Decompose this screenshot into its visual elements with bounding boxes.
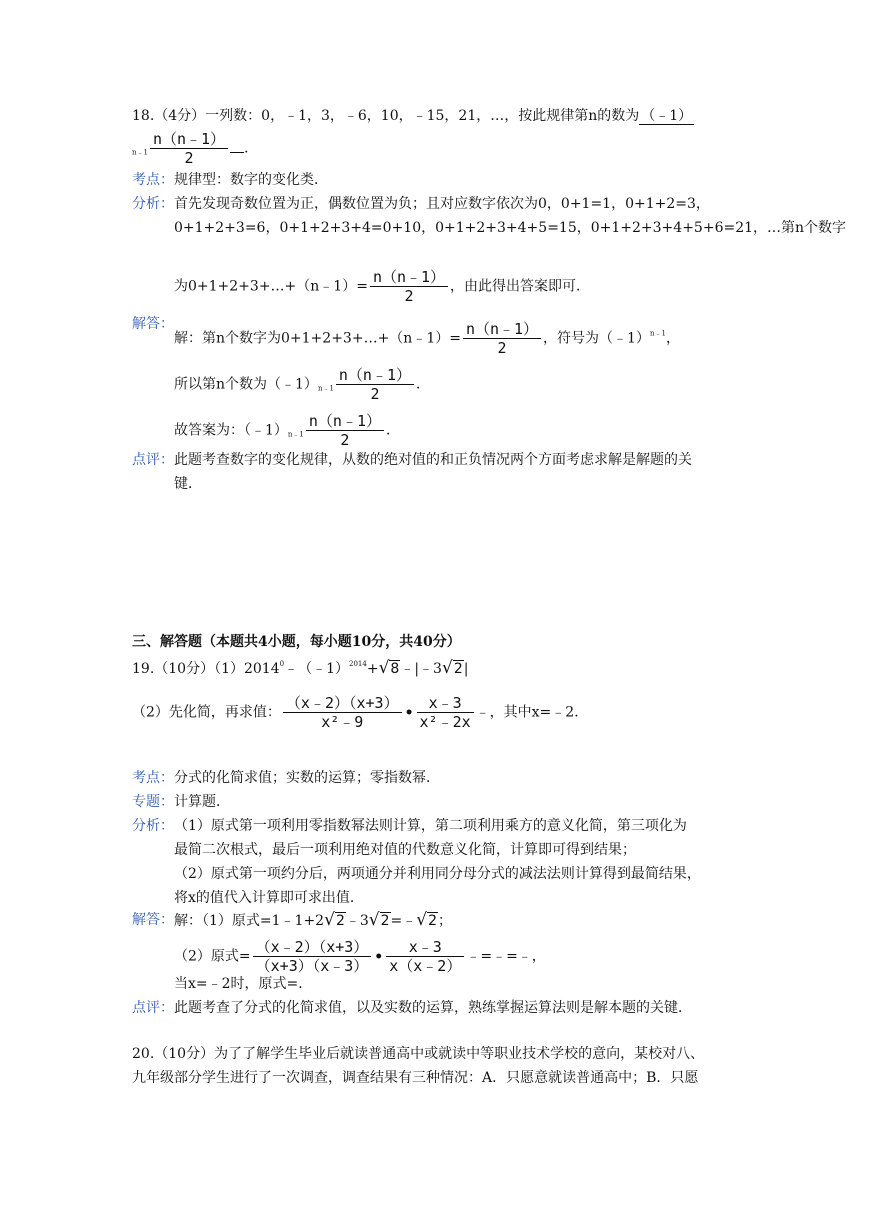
sqrt-2	[369, 910, 391, 931]
q19-jieda-1b: ﹣3	[345, 913, 369, 929]
fraction-numerator: n（n﹣1）	[370, 268, 448, 287]
q18-jieda-3	[174, 412, 400, 449]
sqrt-2	[416, 910, 438, 931]
q18-jieda-1	[174, 320, 680, 357]
answer-underline	[230, 152, 244, 153]
q19-exponent-2014: 2014	[349, 660, 367, 668]
q18-jieda-fraction-2	[336, 366, 414, 403]
q19-zhuanti: 计算题．	[174, 794, 230, 810]
q18-dianping-1: 此题考查数字的变化规律，从数的绝对值的和正负情况两个方面考虑求解是解题的关	[174, 452, 692, 468]
section3-title: 三、解答题（本题共4小题，每小题10分，共40分）	[132, 634, 461, 650]
q19-fraction-2	[417, 694, 474, 731]
sqrt-8	[379, 658, 401, 679]
q18-fenxi-label: 分析：	[132, 196, 174, 212]
fraction-numerator: n（n﹣1）	[306, 412, 384, 431]
fraction-denominator: 2	[340, 431, 350, 449]
fraction-denominator: 2	[184, 149, 194, 167]
q19-fraction-1	[283, 694, 402, 731]
fraction-denominator: 2	[497, 339, 507, 357]
fraction-numerator: x﹣3	[417, 694, 474, 713]
q18-fenxi-3a: 为0+1+2+3+…+（n﹣1）=	[174, 278, 368, 295]
q20-line-2: 九年级部分学生进行了一次调查，调查结果有三种情况：A．只愿意就读普通高中；B．只愿	[132, 1070, 699, 1086]
q19-stem-a: 19.（10分）（1）2014	[132, 661, 280, 677]
fraction-numerator: （x﹣2）（x+3）	[283, 694, 402, 713]
q19-jieda-1	[174, 910, 452, 931]
q18-jieda-2a: 所以第n个数为（﹣1）	[174, 376, 318, 393]
q18-fenxi-1: 首先发现奇数位置为正，偶数位置为负；且对应数字依次为0，0+1=1，0+1+2=3，	[174, 196, 710, 212]
q19-exponent-0: 0	[279, 660, 285, 668]
fraction-denominator: x（x﹣2）	[389, 957, 462, 975]
radicand: 2	[453, 661, 463, 677]
q19-jieda-1d: ；	[438, 913, 453, 929]
q19-jieda-2a: （2）原式=	[174, 948, 251, 965]
q19-jieda-3: 当x=﹣2时，原式=．	[174, 976, 313, 992]
q19-stem-d: ﹣|﹣3	[400, 661, 442, 677]
q19-jieda-1a: 解：（1）原式=1﹣1+2	[174, 913, 325, 929]
radicand: 2	[380, 913, 390, 929]
q18-answer-blank: （﹣1）	[641, 108, 693, 124]
q19-part2-a: （2）先化简，再求值：	[132, 704, 281, 721]
q18-jieda-3-end: ．	[385, 422, 400, 439]
q19-jieda-fraction-1	[253, 938, 372, 975]
q19-stem	[132, 654, 468, 679]
q19-stem-e: |	[463, 661, 469, 677]
radicand: 8	[390, 661, 400, 677]
q18-fenxi-3	[174, 268, 590, 305]
fraction-numerator: n（n﹣1）	[150, 130, 228, 149]
q18-kaodian: 规律型：数字的变化类．	[174, 172, 328, 188]
q18-fenxi-fraction	[370, 268, 448, 305]
q18-jieda-3a: 故答案为：（﹣1）	[174, 422, 288, 439]
q18-jieda-fraction-1	[463, 320, 541, 357]
q18-fenxi-2: 0+1+2+3=6，0+1+2+3+4=0+10，0+1+2+3+4+5=15，0+1+2+3+4+5+6=21，…第n个数字	[174, 220, 847, 236]
q18-stem-text: 18.（4分）一列数：0，﹣1，3，﹣6，10，﹣15，21，…，按此规律第n的数为	[132, 108, 640, 124]
q19-fenxi-3: （2）原式第一项约分后，两项通分并利用同分母分式的减法法则计算得到最简结果，	[174, 866, 701, 882]
q19-fenxi-1: （1）原式第一项利用零指数幂法则计算，第二项利用乘方的意义化简，第三项化为	[174, 818, 687, 834]
radical-icon: √	[324, 910, 335, 930]
q19-kaodian-label: 考点：	[132, 770, 174, 786]
q19-jieda-2b: ﹣=﹣=﹣，	[466, 948, 546, 965]
q18-jieda-label: 解答：	[132, 316, 174, 332]
q18-stem	[132, 106, 694, 126]
fraction-denominator: x²﹣2x	[419, 713, 471, 731]
multiply-dot: •	[374, 948, 384, 965]
q18-dianping-2: 键．	[174, 476, 202, 492]
fraction-numerator: n（n﹣1）	[463, 320, 541, 339]
q19-fenxi-4: 将x的值代入计算即可求出值．	[174, 890, 364, 906]
q18-jieda-2-exponent: n﹣1	[317, 384, 334, 393]
q19-stem-c: +	[366, 661, 379, 677]
multiply-dot: •	[404, 704, 414, 721]
fraction-numerator: x﹣3	[386, 938, 464, 957]
q19-dianping-label: 点评：	[132, 1000, 174, 1016]
q18-jieda-2-end: ．	[416, 376, 430, 393]
q18-answer-line	[132, 130, 258, 167]
fraction-denominator: x²﹣9	[321, 713, 364, 731]
q18-end: ．	[244, 140, 259, 157]
q19-jieda-label: 解答：	[132, 912, 174, 928]
q18-jieda-3-exponent: n﹣1	[287, 430, 304, 439]
q18-kaodian-label: 考点：	[132, 172, 174, 188]
radicand: 2	[335, 913, 345, 929]
q18-jieda-2	[174, 366, 430, 403]
q19-dianping: 此题考查了分式的化简求值，以及实数的运算，熟练掌握运算法则是解本题的关键．	[174, 1000, 692, 1016]
q19-part2-b: ﹣，其中x=﹣2．	[475, 704, 589, 721]
q19-jieda-2	[174, 938, 546, 975]
radical-icon: √	[368, 910, 380, 930]
fraction-denominator: 2	[370, 385, 380, 403]
q19-fenxi-label: 分析：	[132, 818, 174, 834]
q19-fenxi-2: 最简二次根式，最后一项利用绝对值的代数意义化简，计算即可得到结果；	[174, 842, 636, 858]
q19-part2	[132, 694, 588, 731]
q18-dianping-label: 点评：	[132, 452, 174, 468]
q18-jieda-fraction-3	[306, 412, 384, 449]
q19-jieda-fraction-2	[386, 938, 464, 975]
q18-answer-fraction	[150, 130, 228, 167]
q19-stem-b: ﹣（﹣1）	[284, 661, 350, 677]
q18-jieda-1b: ，符号为（﹣1）	[543, 330, 650, 347]
q19-zhuanti-label: 专题：	[132, 794, 174, 810]
sqrt-2	[442, 658, 464, 679]
q18-answer-exponent: n﹣1	[132, 148, 148, 157]
fraction-numerator: （x﹣2）（x+3）	[253, 938, 372, 957]
radical-icon: √	[416, 910, 428, 930]
fraction-denominator: （x+3）（x﹣3）	[255, 957, 369, 975]
q20-line-1: 20.（10分）为了了解学生毕业后就读普通高中或就读中等职业技术学校的意向，某校对八、	[132, 1046, 705, 1062]
q18-fenxi-3b: ，由此得出答案即可．	[450, 278, 591, 295]
q18-jieda-1a: 解：第n个数字为0+1+2+3+…+（n﹣1）=	[174, 330, 461, 347]
q19-jieda-1c: =﹣	[390, 913, 417, 929]
q18-jieda-1end: ，	[665, 330, 680, 347]
radical-icon: √	[441, 658, 453, 678]
fraction-numerator: n（n﹣1）	[336, 366, 414, 385]
radical-icon: √	[378, 658, 390, 678]
q18-jieda-exponent: n﹣1	[649, 329, 666, 338]
radicand: 2	[428, 913, 438, 929]
fraction-denominator: 2	[404, 287, 414, 305]
q19-kaodian: 分式的化简求值；实数的运算；零指数幂．	[174, 770, 440, 786]
sqrt-2	[324, 910, 346, 931]
